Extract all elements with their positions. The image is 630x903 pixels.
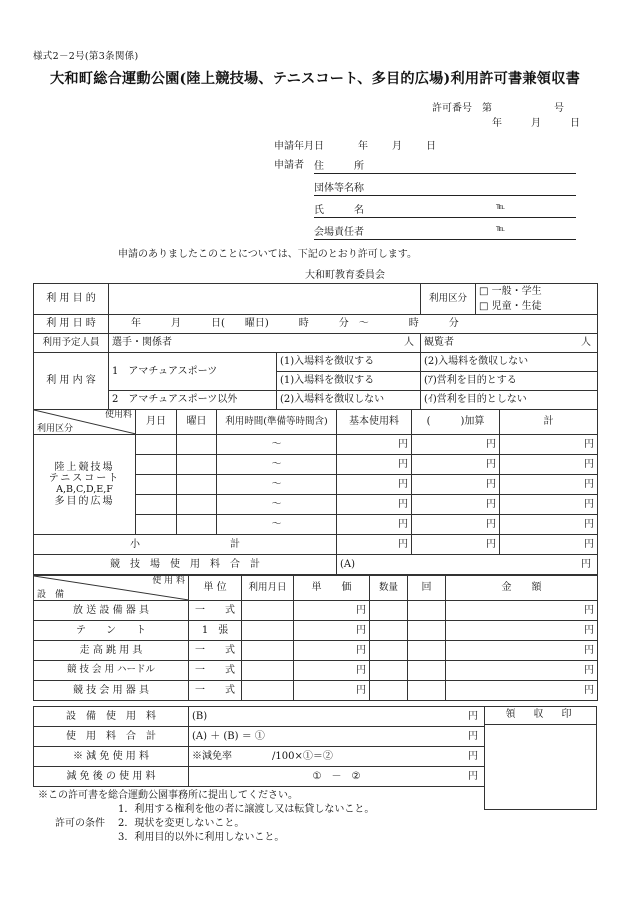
application-date-label: 申請年月日 [274,141,324,152]
equip-qty[interactable] [370,681,408,701]
address-field[interactable] [314,155,576,174]
fee-cell-time[interactable]: ～ [217,435,337,455]
equipment-table [33,575,598,701]
fee-col-weekday: 曜日 [177,410,217,435]
equip-col-times: 回 [408,576,446,601]
fee-cell-month-day[interactable] [136,495,177,515]
fee-cell-basic[interactable]: 円 [337,495,412,515]
equip-col-qty: 数量 [370,576,408,601]
totals-yen-2: 円 [468,750,478,762]
usage-table [33,283,598,410]
equip-price[interactable]: 円 [294,621,370,641]
application-date-line [274,137,436,152]
content-mid-1[interactable]: (1)入場料を徴収する [277,353,421,372]
subtotal-label: 小 計 [34,535,337,555]
fee-cell-add[interactable]: 円 [412,495,500,515]
spectators-field[interactable] [421,334,598,353]
equip-amount[interactable]: 円 [446,621,598,641]
equipment-diagonal-header [34,576,189,601]
application-date-day: 日 [426,141,436,152]
fee-col-month-day: 月日 [136,410,177,435]
condition-3: 3．利用目的以外に利用しないこと。 [118,832,285,843]
totals-value-2[interactable] [189,747,485,767]
fee-cell-weekday[interactable] [177,495,217,515]
subtotal-basic[interactable]: 円 [337,535,412,555]
equip-amount[interactable]: 円 [446,641,598,661]
content-mid-3[interactable]: (2)入場料を徴収しない [277,391,421,410]
table-row-datetime [34,315,598,334]
grand-total-yen: 円 [581,558,591,570]
fee-col-add: ( )加算 [412,410,500,435]
purpose-label: 利 用 目 的 [34,284,109,315]
equip-name: テ ン ト [34,621,189,641]
fee-col-basic: 基本使用料 [337,410,412,435]
fee-cell-weekday[interactable] [177,515,217,535]
table-row-content-3 [34,391,598,410]
totals-formula-1: (A) ＋ (B) ＝ ① [192,730,265,742]
spectators-unit: 人 [581,337,591,349]
table-row-attendance [34,334,598,353]
equip-date[interactable] [242,661,294,681]
content-type-1: 1 アマチュアスポーツ [109,353,277,391]
table-row-after-reduction [34,767,485,787]
permit-number-gou: 号 [554,103,564,114]
equip-qty[interactable] [370,621,408,641]
subtotal-total[interactable]: 円 [500,535,598,555]
permit-number-dai: 第 [482,103,492,114]
fee-cell-weekday[interactable] [177,455,217,475]
facility-line-4: 多目的広場 [54,495,115,507]
equip-col-amount: 金 額 [446,576,598,601]
fee-cell-total[interactable]: 円 [500,515,598,535]
equip-date[interactable] [242,601,294,621]
spectators-label: 観覧者 [424,337,454,349]
equip-price[interactable]: 円 [294,641,370,661]
equip-unit: 一 式 [189,641,242,661]
fee-cell-add[interactable]: 円 [412,435,500,455]
venue-manager-field[interactable] [314,221,576,240]
content-mid-2[interactable]: (1)入場料を徴収する [277,372,421,391]
table-row-equip-header [34,576,598,601]
totals-yen-1: 円 [468,730,478,742]
fee-col-total: 計 [500,410,598,435]
equip-name: 競 技 会 用 ハードル [34,661,189,681]
content-type-2: 2 アマチュアスポーツ以外 [109,391,277,410]
fee-cell-month-day[interactable] [136,435,177,455]
fee-cell-basic[interactable]: 円 [337,455,412,475]
datetime-label: 利 用 日 時 [34,315,109,334]
equip-price[interactable]: 円 [294,661,370,681]
application-date-year: 年 [358,141,368,152]
category-option-general-label: 一般・学生 [491,285,542,297]
equip-amount[interactable]: 円 [446,681,598,701]
permit-date-year: 年 [492,118,502,129]
totals-label-1: 使 用 料 合 計 [34,727,189,747]
facility-names [34,435,136,535]
permit-date-month: 月 [531,118,541,129]
table-row [34,681,598,701]
totals-formula-3: ① － ② [312,770,361,782]
equip-amount[interactable]: 円 [446,601,598,621]
subtotal-add[interactable]: 円 [412,535,500,555]
totals-value-0[interactable] [189,707,485,727]
condition-2: 2．現状を変更しないこと。 [118,818,245,829]
fee-cell-add[interactable]: 円 [412,515,500,535]
fee-cell-month-day[interactable] [136,455,177,475]
fee-col-time: 利用時間(準備等時間含) [217,410,337,435]
fee-cell-total[interactable]: 円 [500,475,598,495]
equip-diag-bottom-left: 設 備 [37,589,65,600]
form-number: 様式2－2号(第3条関係) [33,51,139,62]
facility-line-1: 陸上競技場 [54,461,115,473]
fee-cell-weekday[interactable] [177,435,217,455]
table-row-content-1 [34,353,598,372]
equip-date[interactable] [242,681,294,701]
category-option-children-label: 児童・生徒 [491,300,542,312]
equip-date[interactable] [242,621,294,641]
issuing-committee: 大和町教育委員会 [305,270,385,281]
name-label: 氏 名 [314,205,364,216]
players-label: 選手・関係者 [112,337,172,349]
totals-label-2: ※ 減 免 使 用 料 [34,747,189,767]
equip-times[interactable] [408,621,446,641]
equip-amount[interactable]: 円 [446,661,598,681]
players-field[interactable] [109,334,421,353]
name-field[interactable] [314,199,576,218]
equip-times[interactable] [408,661,446,681]
equip-unit: 一 式 [189,601,242,621]
totals-label-3: 減 免 後 の 使 用 料 [34,767,189,787]
equip-price[interactable]: 円 [294,601,370,621]
content-right-2[interactable]: (ｱ)営利を目的とする [421,372,598,391]
table-row-equipment-fee [34,707,485,727]
permit-date-day: 日 [570,118,580,129]
players-unit: 人 [404,337,414,349]
permit-number-line [432,99,564,114]
table-row-reduction [34,747,485,767]
page-title: 大和町総合運動公園(陸上競技場、テニスコート、多目的広場)利用許可書兼領収書 [50,71,580,87]
equip-times[interactable] [408,601,446,621]
permit-date-line [492,114,580,129]
totals-value-1[interactable] [189,727,485,747]
checkbox-icon-children[interactable]: □ [479,300,489,312]
table-row-fee-sum [34,727,485,747]
applicant-label: 申請者 [274,160,304,171]
purpose-input[interactable] [109,284,421,315]
table-row-grand-total [34,555,598,575]
equip-price[interactable]: 円 [294,681,370,701]
equip-unit: 一 式 [189,681,242,701]
grand-total-label: 競 技 場 使 用 料 合 計 [34,555,337,575]
application-date-month: 月 [392,141,402,152]
fee-cell-basic[interactable]: 円 [337,475,412,495]
fee-diag-top-right: 使用料 [104,410,132,420]
equip-qty[interactable] [370,661,408,681]
tel-icon-2: ℡ [496,224,506,234]
category-option-general[interactable] [476,284,598,300]
table-row-purpose [34,284,598,300]
totals-formula-0: (B) [192,710,208,722]
totals-yen-3: 円 [468,770,478,782]
fee-cell-basic[interactable]: 円 [337,435,412,455]
fee-cell-total[interactable]: 円 [500,455,598,475]
fee-diag-bottom-left: 利用区分 [37,423,74,434]
totals-table [33,706,485,787]
equip-name: 競 技 会 用 器 具 [34,681,189,701]
grand-total-mark: (A) [340,558,356,570]
equip-times[interactable] [408,641,446,661]
equip-col-price: 単 価 [294,576,370,601]
equip-qty[interactable] [370,641,408,661]
venue-manager-label: 会場責任者 [314,227,364,238]
equip-diag-top-right: 使 用 料 [152,576,185,586]
table-row [34,621,598,641]
address-label: 住 所 [314,161,364,172]
totals-label-0: 設 備 使 用 料 [34,707,189,727]
equip-qty[interactable] [370,601,408,621]
group-name-label: 団体等名称 [314,183,364,194]
datetime-value[interactable]: 年 月 日( 曜日) 時 分 ～ 時 分 [109,315,598,334]
table-row [34,435,598,455]
permit-number-label: 許可番号 [432,103,472,114]
fee-diagonal-header [34,410,136,435]
totals-yen-0: 円 [468,710,478,722]
equip-unit: 1 張 [189,621,242,641]
facility-line-3: A,B,C,D,E,F [56,483,113,495]
fee-table [33,409,598,575]
group-name-field[interactable] [314,177,576,196]
conditions-label: 許可の条件 [55,818,105,829]
equip-name: 放 送 設 備 器 具 [34,601,189,621]
fee-cell-add[interactable]: 円 [412,455,500,475]
category-option-children[interactable] [476,299,598,315]
fee-cell-weekday[interactable] [177,475,217,495]
receipt-seal-label: 領 収 印 [484,706,597,725]
table-row [34,641,598,661]
table-row [34,661,598,681]
fee-cell-time[interactable]: ～ [217,495,337,515]
fee-cell-month-day[interactable] [136,515,177,535]
permission-notice: 申請のありましたこのことについては、下記のとおり許可します。 [118,249,417,260]
equip-date[interactable] [242,641,294,661]
grand-total-value[interactable] [337,555,598,575]
equip-col-unit: 単 位 [189,576,242,601]
equip-name: 走 高 跳 用 具 [34,641,189,661]
fee-cell-total[interactable]: 円 [500,435,598,455]
content-label: 利 用 内 容 [34,353,109,410]
equip-times[interactable] [408,681,446,701]
fee-cell-add[interactable]: 円 [412,475,500,495]
equip-unit: 一 式 [189,661,242,681]
fee-cell-basic[interactable]: 円 [337,515,412,535]
totals-formula-2: ※減免率 /100×①＝② [192,750,333,762]
checkbox-icon-general[interactable]: □ [479,285,489,297]
fee-cell-time[interactable]: ～ [217,515,337,535]
condition-1: 1．利用する権利を他の者に譲渡し又は転貸しないこと。 [118,804,375,815]
attendance-label: 利用予定人員 [34,334,109,353]
submission-note: ※この許可書を総合運動公園事務所に提出してください。 [38,790,298,801]
content-right-3[interactable]: (ｲ)営利を目的としない [421,391,598,410]
table-row-fee-header [34,410,598,435]
totals-value-3[interactable] [189,767,485,787]
fee-cell-time[interactable]: ～ [217,455,337,475]
equip-col-date: 利用月日 [242,576,294,601]
category-label: 利用区分 [421,284,476,315]
fee-cell-total[interactable]: 円 [500,495,598,515]
content-right-1[interactable]: (2)入場料を徴収しない [421,353,598,372]
fee-cell-time[interactable]: ～ [217,475,337,495]
tel-icon: ℡ [496,202,506,212]
facility-line-2: テニスコート [48,473,121,485]
table-row-subtotal [34,535,598,555]
fee-cell-month-day[interactable] [136,475,177,495]
table-row [34,601,598,621]
